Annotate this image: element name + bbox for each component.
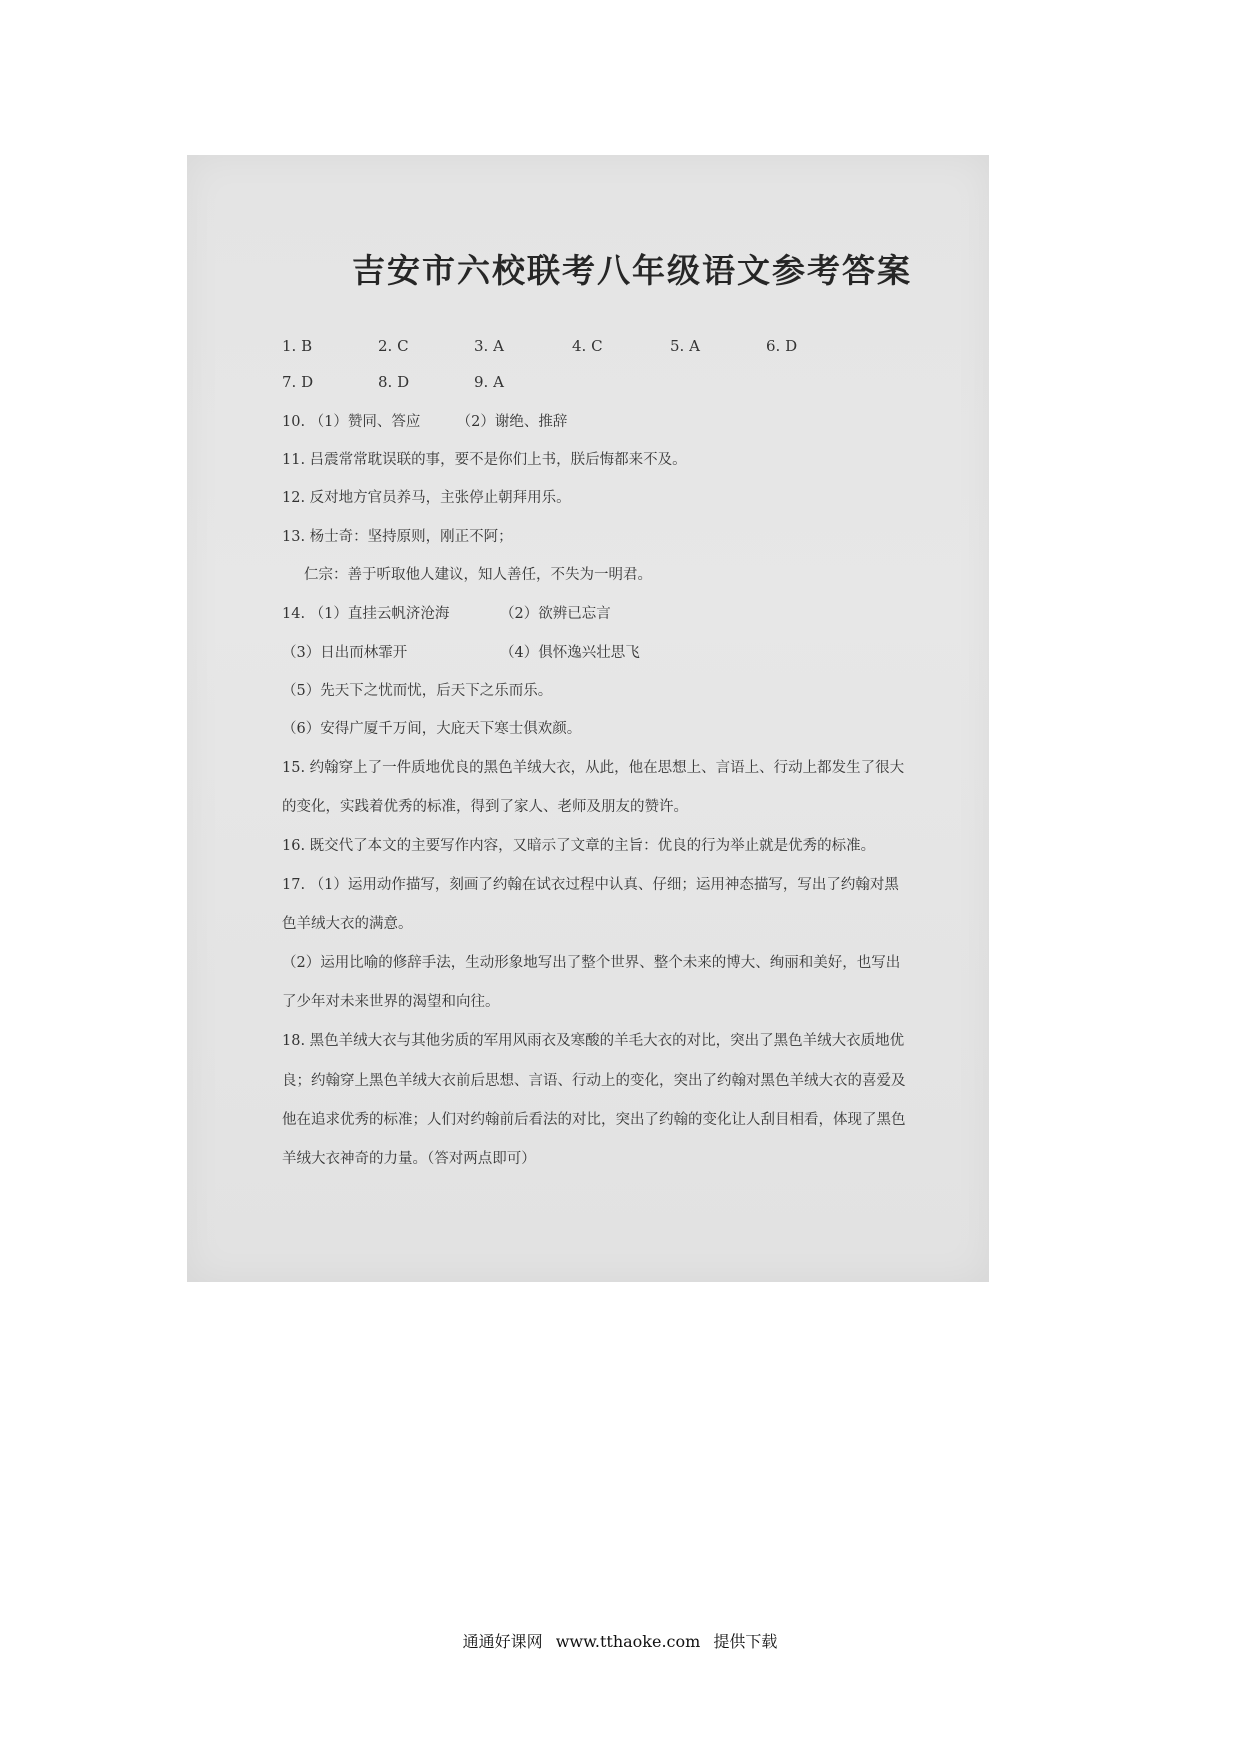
mc-answer: 6. D bbox=[766, 337, 798, 355]
mc-answer: 2. C bbox=[378, 337, 409, 355]
mc-answer: 9. A bbox=[474, 373, 504, 391]
answer-16: 16. 既交代了本文的主要写作内容，又暗示了文章的主旨：优良的行为举止就是优秀的标准。 bbox=[282, 838, 876, 854]
footer-suffix: 提供下载 bbox=[713, 1632, 778, 1651]
mc-answer: 1. B bbox=[282, 337, 313, 355]
answer-18-line-3: 他在追求优秀的标准；人们对约翰前后看法的对比，突出了约翰的变化让人刮目相看，体现了黑色 bbox=[282, 1112, 906, 1128]
footer-site-name: 通通好课网 bbox=[462, 1632, 543, 1651]
document-title: 吉安市六校联考八年级语文参考答案 bbox=[352, 251, 912, 290]
mc-answer: 5. A bbox=[670, 337, 700, 355]
footer-credit bbox=[0, 1629, 1240, 1652]
answer-14-4: （4）俱怀逸兴壮思飞 bbox=[500, 645, 640, 661]
answer-18-line-4: 羊绒大衣神奇的力量。（答对两点即可） bbox=[282, 1151, 536, 1167]
mc-answer: 8. D bbox=[378, 373, 410, 391]
answer-13-part-1: 13. 杨士奇：坚持原则，刚正不阿； bbox=[282, 529, 513, 545]
answer-14-1: 14. （1）直挂云帆济沧海 bbox=[282, 606, 450, 622]
mc-answer: 3. A bbox=[474, 337, 504, 355]
answer-11: 11. 吕震常常耽误联的事，要不是你们上书，朕后悔都来不及。 bbox=[282, 452, 687, 468]
answer-14-2: （2）欲辨已忘言 bbox=[500, 606, 611, 622]
scanned-answer-sheet bbox=[187, 155, 989, 1282]
answer-10: 10. （1）赞同、答应 （2）谢绝、推辞 bbox=[282, 414, 568, 430]
footer-url[interactable]: www.tthaoke.com bbox=[555, 1632, 701, 1651]
mc-answer: 4. C bbox=[572, 337, 603, 355]
answer-18-line-2: 良；约翰穿上黑色羊绒大衣前后思想、言语、行动上的变化，突出了约翰对黑色羊绒大衣的喜爱及 bbox=[282, 1073, 906, 1089]
answer-13-part-2: 仁宗：善于听取他人建议，知人善任，不失为一明君。 bbox=[304, 567, 652, 583]
answer-15-line-2: 的变化，实践着优秀的标准，得到了家人、老师及朋友的赞许。 bbox=[282, 799, 688, 815]
answer-14-3: （3）日出而林霏开 bbox=[282, 645, 408, 661]
answer-17-line-2: 色羊绒大衣的满意。 bbox=[282, 916, 413, 932]
answer-17-line-3: （2）运用比喻的修辞手法，生动形象地写出了整个世界、整个未来的博大、绚丽和美好，也写出 bbox=[282, 955, 901, 971]
answer-14-6: （6）安得广厦千万间，大庇天下寒士俱欢颜。 bbox=[282, 721, 582, 737]
answer-12: 12. 反对地方官员养马，主张停止朝拜用乐。 bbox=[282, 490, 571, 506]
answer-17-line-4: 了少年对未来世界的渴望和向往。 bbox=[282, 994, 500, 1010]
answer-17-line-1: 17. （1）运用动作描写，刻画了约翰在试衣过程中认真、仔细；运用神态描写，写出了约翰对黑 bbox=[282, 877, 899, 893]
answer-18-line-1: 18. 黑色羊绒大衣与其他劣质的军用风雨衣及寒酸的羊毛大衣的对比，突出了黑色羊绒大衣质地优 bbox=[282, 1033, 905, 1049]
answer-15-line-1: 15. 约翰穿上了一件质地优良的黑色羊绒大衣，从此，他在思想上、言语上、行动上都发生了很大 bbox=[282, 760, 905, 776]
mc-answer: 7. D bbox=[282, 373, 314, 391]
answer-14-5: （5）先天下之忧而忧，后天下之乐而乐。 bbox=[282, 683, 553, 699]
